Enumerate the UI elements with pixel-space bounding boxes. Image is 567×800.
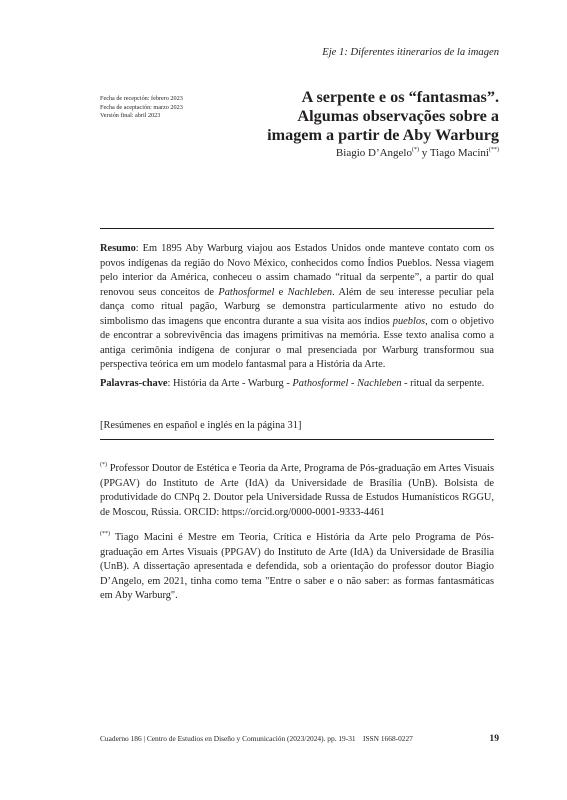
author-2: Tiago Macini	[429, 147, 489, 159]
footnote-2-mark: (**)	[100, 531, 110, 537]
acceptance-date: Fecha de aceptación: marzo 2023	[100, 103, 183, 111]
footnote-2-text: Tiago Macini é Mestre em Teoria, Crítica e História da Arte pelo Programa de Pósgraduação em Artes Visuais (PPGAV) do Instituto de Arte (IdA) da Universidade de Brasília (UnB). A dissertação apresentada e defendida, sob a orientação do professor doutor Biagio D’Angelo, em 2021, tinha como tema "Entre o saber e o não saber: as formas fantasmáticas em Aby Warburg".	[100, 532, 494, 601]
footnote-1-text: Professor Doutor de Estética e Teoria da Arte, Programa de Pós-graduação em Artes Visuais (PPGAV) do Instituto de Arte (IdA) da Universidade de Brasília (UnB). Bolsista de produtividade do CNPq 2. Doutor pela Universidade Russa de Estudos Humanísticos RGGU, de Moscou, Rússia. ORCID: https://orcid.org/0000-0001-9333-4461	[100, 463, 494, 518]
abstract-term: pueblos	[392, 315, 426, 327]
top-divider	[100, 228, 494, 229]
keywords-text: - ritual da serpente.	[401, 378, 485, 389]
author-1: Biagio D’Angelo	[335, 147, 412, 159]
abstract-text: e	[274, 286, 288, 298]
submission-dates	[100, 95, 183, 121]
abstract-label: Resumo	[100, 243, 136, 254]
footnote-1	[100, 458, 494, 520]
keyword-term: Pathosformel	[292, 378, 349, 389]
footnote-2	[100, 527, 494, 604]
author-1-footnote-mark: (*)	[412, 147, 419, 153]
abstract	[100, 242, 494, 373]
abstract-text: . Além de seu interesse peculiar pela dança como ritual pagão, Warburg se demonstra particularmente ativo no estudo do simbolismo das imagens que encontra durante a sua visita aos índios	[100, 286, 494, 327]
reception-date: Fecha de recepción: febrero 2023	[100, 95, 183, 102]
author-separator: y	[419, 147, 430, 159]
page-number: 19	[489, 733, 499, 744]
author-2-footnote-mark: (**)	[489, 147, 499, 153]
abstract-term: Pathosformel	[218, 286, 275, 298]
title-line-1: A serpente e os “fantasmas”.	[301, 88, 499, 106]
title-line-2: Algumas observações sobre a	[297, 107, 499, 125]
footnote-1-mark: (*)	[100, 462, 107, 468]
author-line	[336, 147, 499, 159]
summary-note: [Resúmenes en español e inglés en la página 31]	[100, 420, 302, 431]
running-header: Eje 1: Diferentes itinerarios de la imagen	[322, 47, 499, 58]
article-title	[239, 88, 499, 145]
page-footer-citation: Cuaderno 186 | Centro de Estudios en Diseño y Comunicación (2023/2024). pp. 19-31 ISSN 1668-0227	[100, 734, 413, 743]
abstract-text: , com o objetivo de encontrar a sobrevivência das imagens primitivas na memória. Esse texto analisa como a antiga cerimônia indígena de conjurar o mal presenciada por Warburg transformou sua perspectiva teórica em um modelo fantasmal para a História da Arte.	[100, 315, 494, 370]
title-line-3: imagem a partir de Aby Warburg	[267, 126, 499, 144]
final-version-date: Versión final: abril 2023	[100, 112, 161, 120]
keywords-label: Palavras-chave	[100, 378, 168, 389]
keywords	[100, 377, 494, 392]
abstract-term: Nachleben	[287, 286, 333, 298]
keywords-text: -	[348, 378, 358, 389]
bottom-divider	[100, 439, 494, 440]
abstract-text: : Em 1895 Aby Warburg viajou aos Estados Unidos onde manteve contato com os povos indígenas da região do Novo México, conhecidos como Índios Pueblos. Nessa viagem pelo interior da América, conheceu o assim chamado “ritual da serpente”, a partir do qual renovou seus conceitos de	[100, 243, 494, 298]
keyword-term: Nachleben	[357, 378, 402, 389]
keywords-text: : História da Arte - Warburg -	[167, 378, 293, 389]
